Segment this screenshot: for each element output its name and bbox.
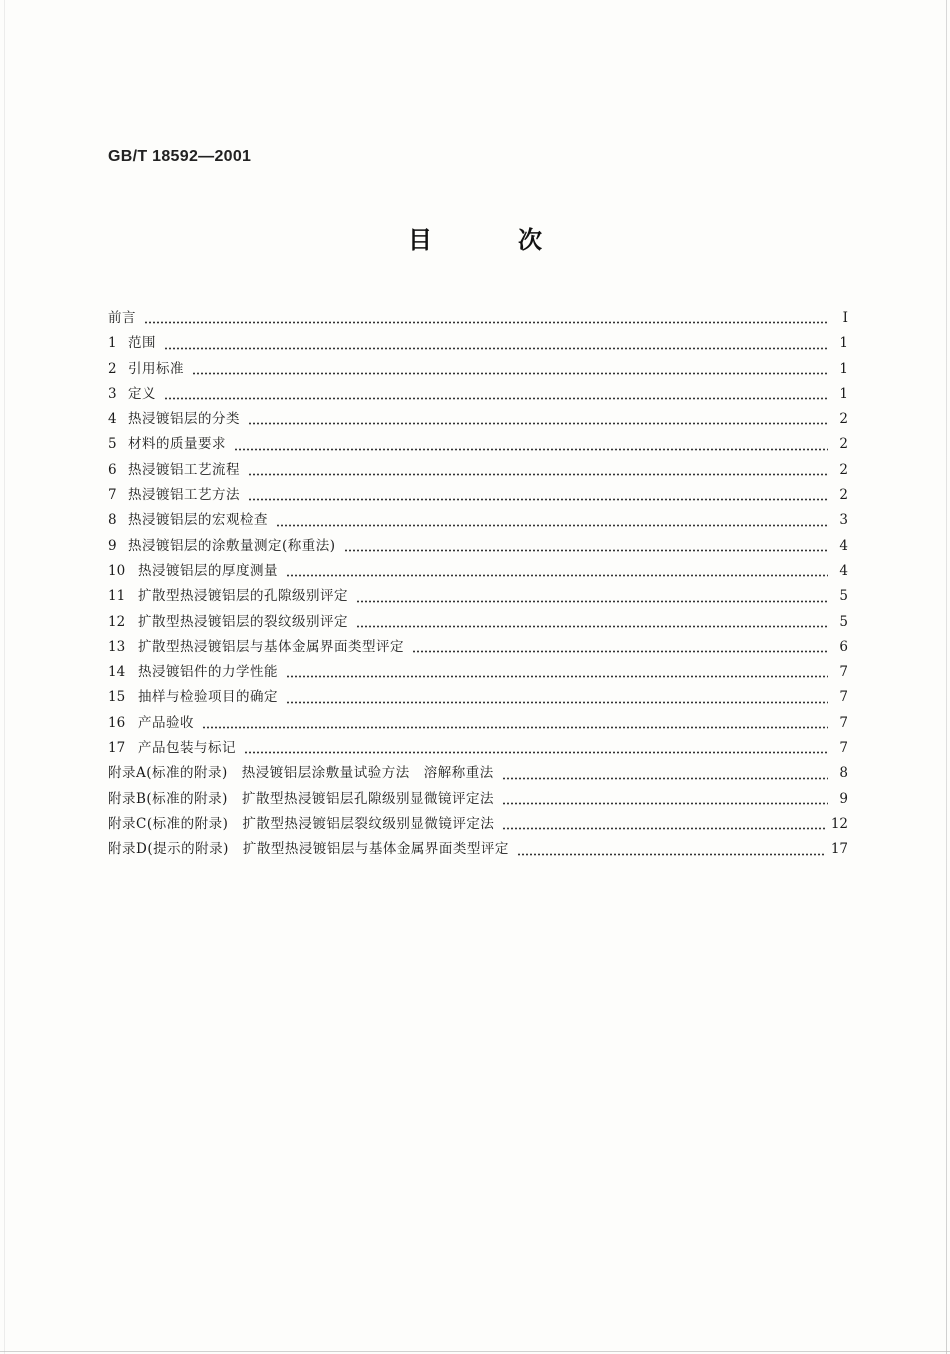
scan-edge-left bbox=[4, 0, 5, 1354]
toc-entry-number: 5 bbox=[108, 436, 117, 453]
toc-entry-page: 17 bbox=[830, 841, 848, 858]
toc-entry[interactable] bbox=[108, 508, 848, 533]
toc-entry[interactable] bbox=[108, 837, 848, 862]
toc-entry-label: 扩散型热浸镀铝层的裂纹级别评定 bbox=[138, 613, 348, 630]
scan-edge-bottom bbox=[0, 1351, 950, 1352]
toc-entry-page: 7 bbox=[839, 740, 848, 757]
toc-entry-label: 热浸镀铝件的力学性能 bbox=[138, 664, 278, 681]
toc-entry-label: 热浸镀铝工艺方法 bbox=[128, 487, 240, 504]
toc-entry-page: 1 bbox=[839, 335, 848, 352]
toc-entry[interactable] bbox=[108, 812, 848, 837]
toc-dot-leader bbox=[286, 675, 828, 678]
toc-entry-page: 3 bbox=[839, 512, 848, 529]
toc-entry[interactable] bbox=[108, 787, 848, 812]
toc-entry-page: 5 bbox=[839, 588, 848, 605]
toc-entry-label: 热浸镀铝层的厚度测量 bbox=[138, 562, 278, 579]
toc-entry-label: 前言 bbox=[108, 310, 136, 326]
toc-entry-page: I bbox=[842, 310, 848, 326]
toc-entry-label: 热浸镀铝层的分类 bbox=[128, 411, 240, 428]
toc-entry-page: 1 bbox=[839, 360, 848, 377]
toc-entry-number: 1 bbox=[108, 335, 117, 352]
toc-entry-number: 6 bbox=[108, 461, 117, 478]
toc-dot-leader bbox=[164, 347, 828, 350]
toc-entry-label: 附录B(标准的附录) 扩散型热浸镀铝层孔隙级别显微镜评定法 bbox=[108, 790, 494, 807]
toc-dot-leader bbox=[356, 600, 828, 603]
toc-entry-page: 2 bbox=[839, 487, 848, 504]
toc-entry-number: 17 bbox=[108, 740, 126, 757]
toc-entry-number: 9 bbox=[108, 537, 117, 554]
toc-entry-page: 4 bbox=[839, 537, 848, 554]
toc-dot-leader bbox=[286, 574, 828, 577]
toc-entry-label: 附录D(提示的附录) 扩散型热浸镀铝层与基体金属界面类型评定 bbox=[108, 841, 509, 858]
toc-entry-label: 材料的质量要求 bbox=[128, 436, 226, 453]
toc-entry-number: 2 bbox=[108, 360, 117, 377]
toc-entry-label: 引用标准 bbox=[128, 360, 184, 377]
toc-entry-number: 13 bbox=[108, 638, 126, 655]
toc-entry-page: 2 bbox=[839, 461, 848, 478]
toc-entry-page: 6 bbox=[839, 638, 848, 655]
toc-entry[interactable] bbox=[108, 660, 848, 685]
toc-dot-leader bbox=[286, 701, 828, 704]
scan-edge-right bbox=[946, 0, 947, 1354]
document-code: GB/T 18592—2001 bbox=[108, 148, 252, 165]
toc-entry-label: 热浸镀铝层的涂敷量测定(称重法) bbox=[128, 537, 336, 554]
toc-entry-page: 7 bbox=[839, 689, 848, 706]
toc-entry[interactable] bbox=[108, 761, 848, 786]
toc-entry-label: 热浸镀铝工艺流程 bbox=[128, 461, 240, 478]
toc-entry[interactable] bbox=[108, 559, 848, 584]
toc-dot-leader bbox=[356, 625, 828, 628]
toc-entry-label: 产品验收 bbox=[138, 714, 194, 731]
toc-entry[interactable] bbox=[108, 306, 848, 331]
toc-entry-page: 5 bbox=[839, 613, 848, 630]
toc-dot-leader bbox=[517, 853, 825, 856]
toc-entry-number: 8 bbox=[108, 512, 117, 529]
toc-entry-label: 扩散型热浸镀铝层的孔隙级别评定 bbox=[138, 588, 348, 605]
toc-entry-page: 2 bbox=[839, 436, 848, 453]
toc-entry-number: 3 bbox=[108, 385, 117, 402]
page-title: 目次 bbox=[408, 226, 628, 254]
toc-entry[interactable] bbox=[108, 407, 848, 432]
toc-entry[interactable] bbox=[108, 610, 848, 635]
toc-dot-leader bbox=[234, 448, 828, 451]
toc-entry-number: 11 bbox=[108, 588, 126, 605]
toc-entry[interactable] bbox=[108, 458, 848, 483]
toc-dot-leader bbox=[202, 726, 828, 729]
toc-entry-number: 12 bbox=[108, 613, 126, 630]
toc-entry-number: 4 bbox=[108, 411, 117, 428]
toc-entry[interactable] bbox=[108, 534, 848, 559]
toc-dot-leader bbox=[192, 372, 828, 375]
toc-entry-label: 产品包装与标记 bbox=[138, 740, 236, 757]
toc-entry-number: 7 bbox=[108, 487, 117, 504]
toc-entry[interactable] bbox=[108, 711, 848, 736]
toc-entry-label: 定义 bbox=[128, 385, 156, 402]
toc-dot-leader bbox=[276, 524, 828, 527]
toc-dot-leader bbox=[502, 802, 828, 805]
toc-entry-label: 热浸镀铝层的宏观检查 bbox=[128, 512, 268, 529]
toc-entry-page: 1 bbox=[839, 385, 848, 402]
toc-entry-page: 7 bbox=[839, 714, 848, 731]
toc-entry[interactable] bbox=[108, 331, 848, 356]
toc-entry-label: 附录A(标准的附录) 热浸镀铝层涂敷量试验方法 溶解称重法 bbox=[108, 765, 494, 782]
toc-entry-number: 10 bbox=[108, 562, 126, 579]
toc-dot-leader bbox=[248, 422, 828, 425]
toc-dot-leader bbox=[244, 751, 828, 754]
toc-dot-leader bbox=[344, 549, 828, 552]
toc-entry-number: 15 bbox=[108, 689, 126, 706]
toc-dot-leader bbox=[248, 473, 828, 476]
toc-entry[interactable] bbox=[108, 635, 848, 660]
toc-entry-page: 2 bbox=[839, 411, 848, 428]
toc-entry-page: 8 bbox=[839, 765, 848, 782]
toc-entry-page: 7 bbox=[839, 664, 848, 681]
toc-entry[interactable] bbox=[108, 483, 848, 508]
toc-entry[interactable] bbox=[108, 432, 848, 457]
toc-entry[interactable] bbox=[108, 357, 848, 382]
toc-entry-number: 16 bbox=[108, 714, 126, 731]
toc-dot-leader bbox=[502, 777, 828, 780]
toc-entry-label: 扩散型热浸镀铝层与基体金属界面类型评定 bbox=[138, 638, 404, 655]
toc-entry[interactable] bbox=[108, 685, 848, 710]
toc-entry-label: 范围 bbox=[128, 335, 156, 352]
toc-dot-leader bbox=[248, 498, 828, 501]
toc-dot-leader bbox=[412, 650, 828, 653]
toc-entry-label: 抽样与检验项目的确定 bbox=[138, 689, 278, 706]
toc-entry-label: 附录C(标准的附录) 扩散型热浸镀铝层裂纹级别显微镜评定法 bbox=[108, 815, 495, 832]
toc-entry[interactable] bbox=[108, 736, 848, 761]
table-of-contents bbox=[108, 306, 848, 863]
toc-dot-leader bbox=[502, 827, 824, 830]
toc-entry-number: 14 bbox=[108, 664, 126, 681]
toc-entry[interactable] bbox=[108, 382, 848, 407]
toc-dot-leader bbox=[164, 397, 828, 400]
toc-entry-page: 12 bbox=[830, 815, 848, 832]
toc-entry[interactable] bbox=[108, 584, 848, 609]
toc-entry-page: 9 bbox=[839, 790, 848, 807]
toc-dot-leader bbox=[144, 321, 828, 324]
toc-entry-page: 4 bbox=[839, 562, 848, 579]
